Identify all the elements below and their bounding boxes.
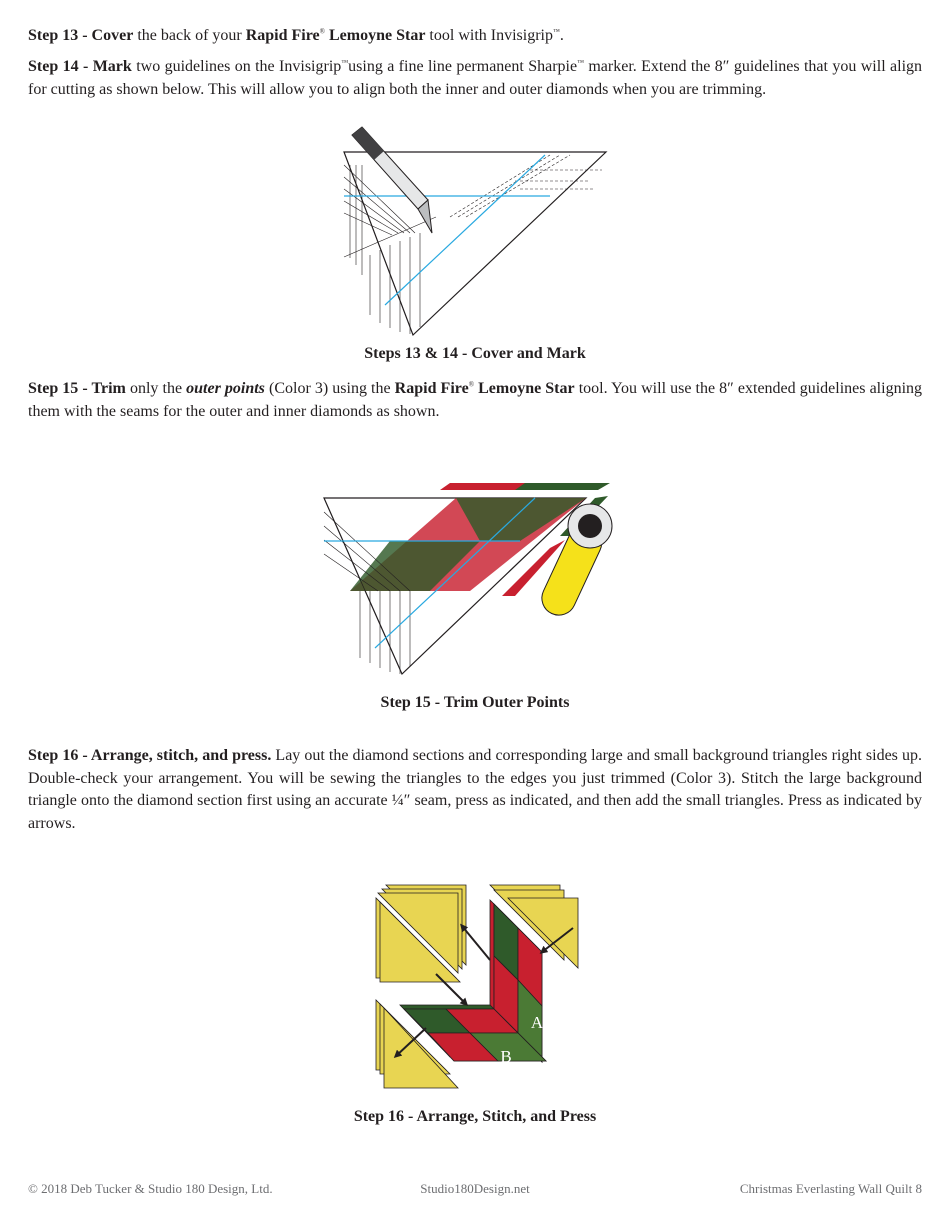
outer-point-strip-green (515, 483, 610, 490)
step15-text: only the (125, 380, 187, 397)
trim-outer-points-figure (320, 478, 620, 683)
trademark-mark: ™ (341, 58, 349, 67)
step13-text-3: . (559, 27, 564, 44)
step14-paragraph (28, 56, 922, 101)
footer-website: Studio180Design.net (420, 1181, 530, 1196)
step16-label: Step 16 - Arrange, stitch, and press. (28, 747, 272, 764)
step13-label: Step 13 - Cover (28, 27, 134, 44)
trademark-mark-2: ™ (577, 58, 584, 67)
step14-text-2: using a fine line permanent Sharpie (348, 58, 578, 75)
registered-mark: ® (319, 27, 325, 36)
step15-text-2: (Color 3) using the (264, 380, 395, 397)
footer-copyright: © 2018 Deb Tucker & Studio 180 Design, Ltd. (28, 1181, 273, 1196)
trademark-mark: ™ (552, 27, 560, 36)
registered-mark: ® (468, 380, 475, 389)
section-b-label: B (500, 1047, 512, 1066)
large-background-triangle-top-left (376, 885, 466, 982)
step13-paragraph (28, 25, 922, 48)
step14-text-3: marker. Extend the 8″ guidelines that you will align for cutting as shown below. This will allow you to align both the inner and outer diamonds when you are trimming. (28, 58, 923, 98)
step15-label: Step 15 - Trim (28, 380, 126, 397)
outer-points-emphasis: outer points (186, 380, 265, 397)
tool-name-2: Lemoyne Star (474, 380, 575, 397)
cover-and-mark-figure (340, 125, 610, 340)
caption-trim-outer-points: Step 15 - Trim Outer Points (380, 694, 570, 711)
step16-text: Lay out the diamond sections and corresponding large and small background triangles right sides up. Double-check your arrangement. You will be sewing the triangles to the edges you just trimmed (Color 3). Stitch the large background triangle onto the diamond section first using an accurate ¼″ seam, press as indicated, and then add the small triangles. Press as indicated by arrows. (28, 747, 922, 832)
step14-text: two guidelines on the Invisigrip (131, 58, 342, 75)
step14-label: Step 14 - Mark (28, 58, 132, 75)
step16-paragraph (28, 745, 922, 835)
step13-text: the back of your (133, 27, 246, 44)
caption-cover-and-mark: Steps 13 & 14 - Cover and Mark (364, 345, 586, 362)
tool-name: Rapid Fire (245, 27, 320, 44)
arrange-stitch-press-figure (370, 880, 585, 1095)
footer-page-title: Christmas Everlasting Wall Quilt 8 (739, 1181, 922, 1196)
tool-name-2: Lemoyne Star (324, 27, 426, 44)
section-a-label: A (530, 1013, 544, 1032)
step15-paragraph (28, 378, 922, 423)
tool-name: Rapid Fire (394, 380, 469, 397)
step13-text-2: tool with Invisigrip (425, 27, 553, 44)
step15-text-3: tool. You will use the 8″ extended guidelines aligning them with the seams for the outer and inner diamonds as shown. (28, 380, 923, 420)
ruler-outline (344, 152, 606, 335)
caption-arrange-stitch-press: Step 16 - Arrange, Stitch, and Press (353, 1108, 597, 1125)
